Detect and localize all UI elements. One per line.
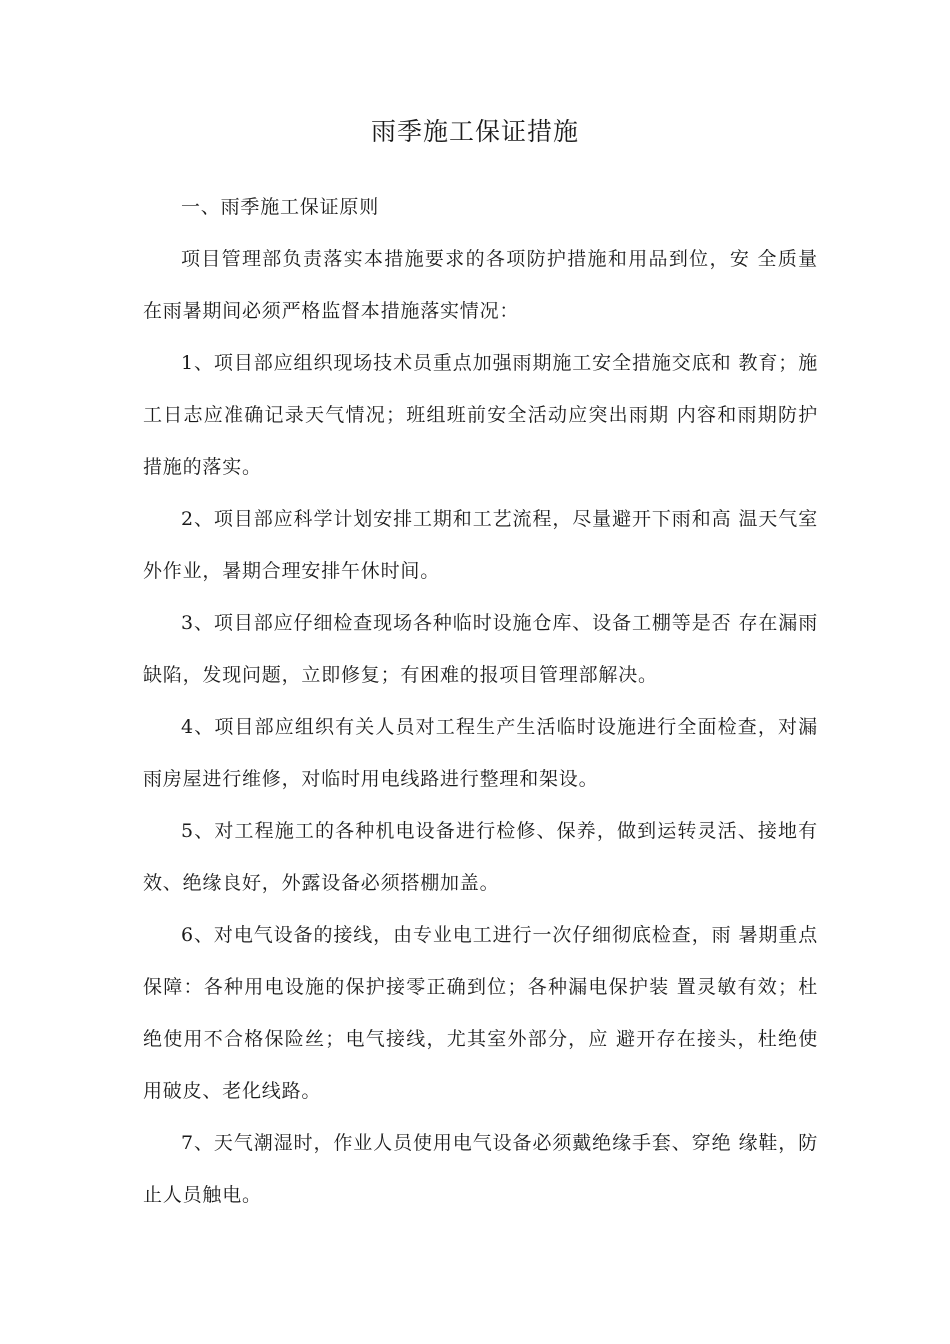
measure-item-6: 6、对电气设备的接线，由专业电工进行一次仔细彻底检查，雨 暑期重点保障：各种用电设施的保护接零正确到位；各种漏电保护装 置灵敏有效；杜绝使用不合格保险丝；电气接线，尤其室外部分，应 避开存在接头，杜绝使用破皮、老化线路。 (143, 924, 818, 1102)
measure-item-2: 2、项目部应科学计划安排工期和工艺流程，尽量避开下雨和高 温天气室外作业，暑期合理安排午休时间。 (143, 508, 818, 582)
measure-item-5: 5、对工程施工的各种机电设备进行检修、保养，做到运转灵活、接地有效、绝缘良好，外露设备必须搭棚加盖。 (143, 820, 818, 894)
document-body (143, 181, 818, 1221)
measure-item-7: 7、天气潮湿时，作业人员使用电气设备必须戴绝缘手套、穿绝 缘鞋，防止人员触电。 (143, 1132, 818, 1206)
section-heading: 一、雨季施工保证原则 (181, 196, 380, 218)
document-title: 雨季施工保证措施 (370, 117, 579, 146)
measure-item-3: 3、项目部应仔细检查现场各种临时设施仓库、设备工棚等是否 存在漏雨缺陷，发现问题，立即修复；有困难的报项目管理部解决。 (143, 612, 818, 686)
measure-item-1: 1、项目部应组织现场技术员重点加强雨期施工安全措施交底和 教育；施工日志应准确记录天气情况；班组班前安全活动应突出雨期 内容和雨期防护措施的落实。 (143, 352, 818, 478)
measure-item-4: 4、项目部应组织有关人员对工程生产生活临时设施进行全面检查，对漏雨房屋进行维修，对临时用电线路进行整理和架设。 (143, 716, 818, 790)
intro-paragraph: 项目管理部负责落实本措施要求的各项防护措施和用品到位，安 全质量在雨暑期间必须严格监督本措施落实情况： (143, 248, 818, 322)
